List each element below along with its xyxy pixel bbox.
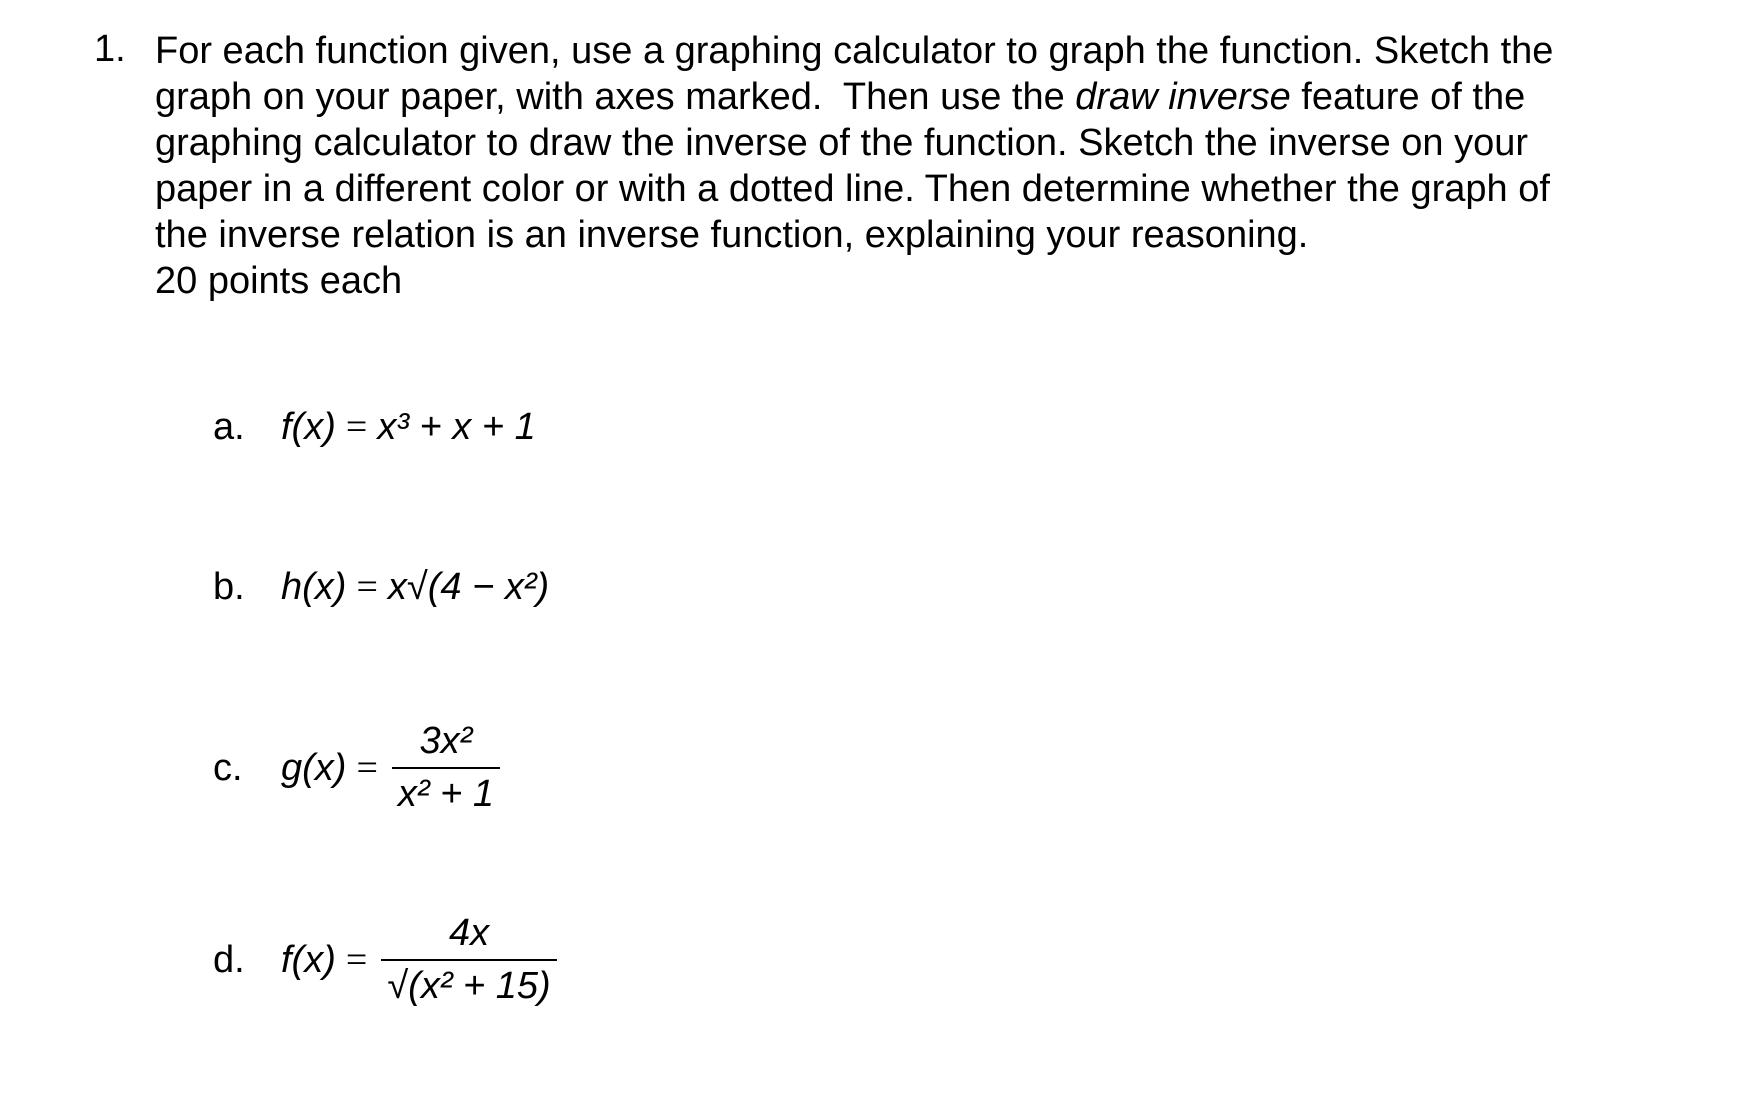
instruction-line: graphing calculator to draw the inverse of the function. Sketch the inverse on your bbox=[155, 122, 1529, 164]
item-b bbox=[213, 565, 549, 609]
emphasis-text: draw inverse bbox=[1075, 76, 1291, 118]
function-expression: x√(4 − x²) bbox=[387, 565, 550, 608]
numerator: 3x² bbox=[419, 720, 473, 762]
instruction-line: For each function given, use a graphing calculator to graph the function. Sketch the bbox=[155, 30, 1554, 72]
item-a bbox=[213, 405, 536, 449]
equals-sign: = bbox=[345, 406, 368, 448]
item-label: c. bbox=[213, 746, 243, 789]
function-name: g(x) bbox=[281, 746, 347, 789]
function-name: h(x) bbox=[281, 565, 347, 608]
denominator: √(x² + 15) bbox=[381, 959, 556, 1008]
problem-instructions bbox=[155, 28, 1715, 304]
points-note: 20 points each bbox=[155, 260, 403, 302]
equals-sign: = bbox=[356, 566, 378, 608]
numerator: 4x bbox=[448, 912, 490, 954]
equals-sign: = bbox=[356, 747, 378, 789]
problem-number: 1. bbox=[94, 28, 126, 70]
instruction-line: paper in a different color or with a dotted line. Then determine whether the graph of bbox=[155, 168, 1550, 210]
function-expression: x³ + x + 1 bbox=[377, 405, 536, 448]
instruction-line bbox=[155, 74, 1715, 120]
text: graph on your paper, with axes marked. Then use the bbox=[155, 76, 1076, 118]
item-label: b. bbox=[213, 565, 245, 608]
fraction bbox=[381, 912, 556, 1008]
fraction bbox=[392, 720, 500, 816]
function-name: f(x) bbox=[281, 938, 336, 981]
item-d bbox=[213, 912, 557, 1008]
equals-sign: = bbox=[345, 939, 368, 981]
function-name: f(x) bbox=[281, 405, 336, 448]
item-label: d. bbox=[213, 938, 245, 981]
text: feature of the bbox=[1290, 76, 1526, 118]
instruction-line: the inverse relation is an inverse function, explaining your reasoning. bbox=[155, 214, 1309, 256]
denominator: x² + 1 bbox=[392, 767, 500, 816]
item-c bbox=[213, 720, 500, 816]
item-label: a. bbox=[213, 405, 245, 448]
